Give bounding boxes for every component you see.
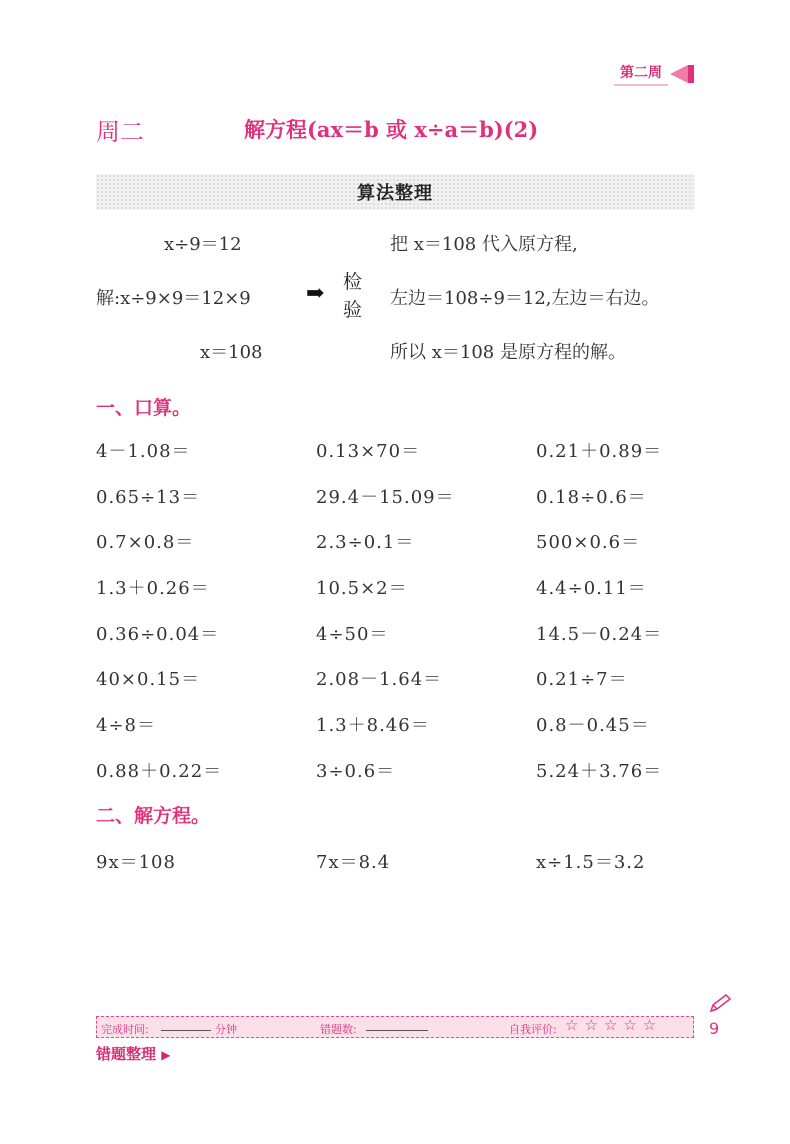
problem: 0.18÷0.6＝ [536, 487, 647, 508]
errors-blank[interactable] [366, 1019, 428, 1031]
week-bar-icon [688, 65, 694, 83]
problem: 1.3＋8.46＝ [316, 715, 430, 736]
problem: 4－1.08＝ [96, 441, 191, 462]
rating-stars[interactable]: ☆☆☆☆☆ [565, 1016, 663, 1034]
problem: 4÷50＝ [316, 624, 389, 645]
page-number: 9 [709, 1019, 720, 1038]
problem: 3÷0.6＝ [316, 761, 396, 782]
problem: 40×0.15＝ [96, 669, 201, 690]
problem: 1.3＋0.26＝ [96, 578, 210, 599]
week-arrow-icon [670, 65, 688, 83]
algo-left-line-1: x÷9＝12 [164, 234, 242, 255]
section-heading-equations: 二、解方程。 [96, 805, 211, 827]
section-heading-mental-math: 一、口算。 [96, 397, 192, 419]
problem: 29.4－15.09＝ [316, 487, 455, 508]
problem: 0.7×0.8＝ [96, 532, 195, 553]
problem: 4÷8＝ [96, 715, 156, 736]
time-label: 完成时间: [101, 1023, 149, 1036]
algo-left-line-2: 解:x÷9×9＝12×9 [96, 288, 251, 309]
time-blank[interactable] [161, 1019, 211, 1031]
right-arrow-icon: ➡ [306, 281, 325, 306]
problem: 0.13×70＝ [316, 441, 421, 462]
problem: 0.21＋0.89＝ [536, 441, 663, 462]
day-label: 周二 [96, 118, 144, 146]
check-label: 检验 [343, 271, 363, 321]
algo-left-line-3: x＝108 [200, 342, 263, 363]
problem: 14.5－0.24＝ [536, 624, 663, 645]
errors-label: 错题数: [320, 1023, 357, 1036]
rating-label: 自我评价: [509, 1023, 557, 1036]
problem: 0.88＋0.22＝ [96, 761, 223, 782]
algorithm-banner [96, 174, 694, 210]
problem: 4.4÷0.11＝ [536, 578, 647, 599]
error-review-label [96, 1043, 170, 1064]
problem: 0.21÷7＝ [536, 669, 628, 690]
equation: x÷1.5＝3.2 [536, 852, 646, 873]
equation: 7x＝8.4 [316, 852, 391, 873]
problem: 0.8－0.45＝ [536, 715, 650, 736]
triangle-right-icon: ▶ [161, 1048, 171, 1062]
problem: 0.36÷0.04＝ [96, 624, 220, 645]
problem: 10.5×2＝ [316, 578, 408, 599]
problem: 0.65÷13＝ [96, 487, 201, 508]
problem: 2.08－1.64＝ [316, 669, 443, 690]
algo-right-line-3: 所以 x＝108 是原方程的解。 [390, 342, 626, 363]
algo-right-line-1: 把 x＝108 代入原方程, [390, 234, 578, 255]
pencil-icon [707, 993, 733, 1015]
page-title: 解方程(ax＝b 或 x÷a＝b)(2) [244, 117, 539, 142]
week-tab [614, 62, 694, 86]
week-label: 第二周 [614, 62, 668, 86]
problem: 500×0.6＝ [536, 532, 641, 553]
review-label-text: 错题整理 [96, 1045, 157, 1063]
problem: 5.24＋3.76＝ [536, 761, 663, 782]
banner-label: 算法整理 [357, 183, 433, 204]
completion-record [96, 1016, 694, 1038]
problem: 2.3÷0.1＝ [316, 532, 415, 553]
algo-right-line-2: 左边＝108÷9＝12,左边＝右边。 [390, 288, 660, 309]
equation: 9x＝108 [96, 852, 176, 873]
minutes-label: 分钟 [215, 1023, 237, 1036]
